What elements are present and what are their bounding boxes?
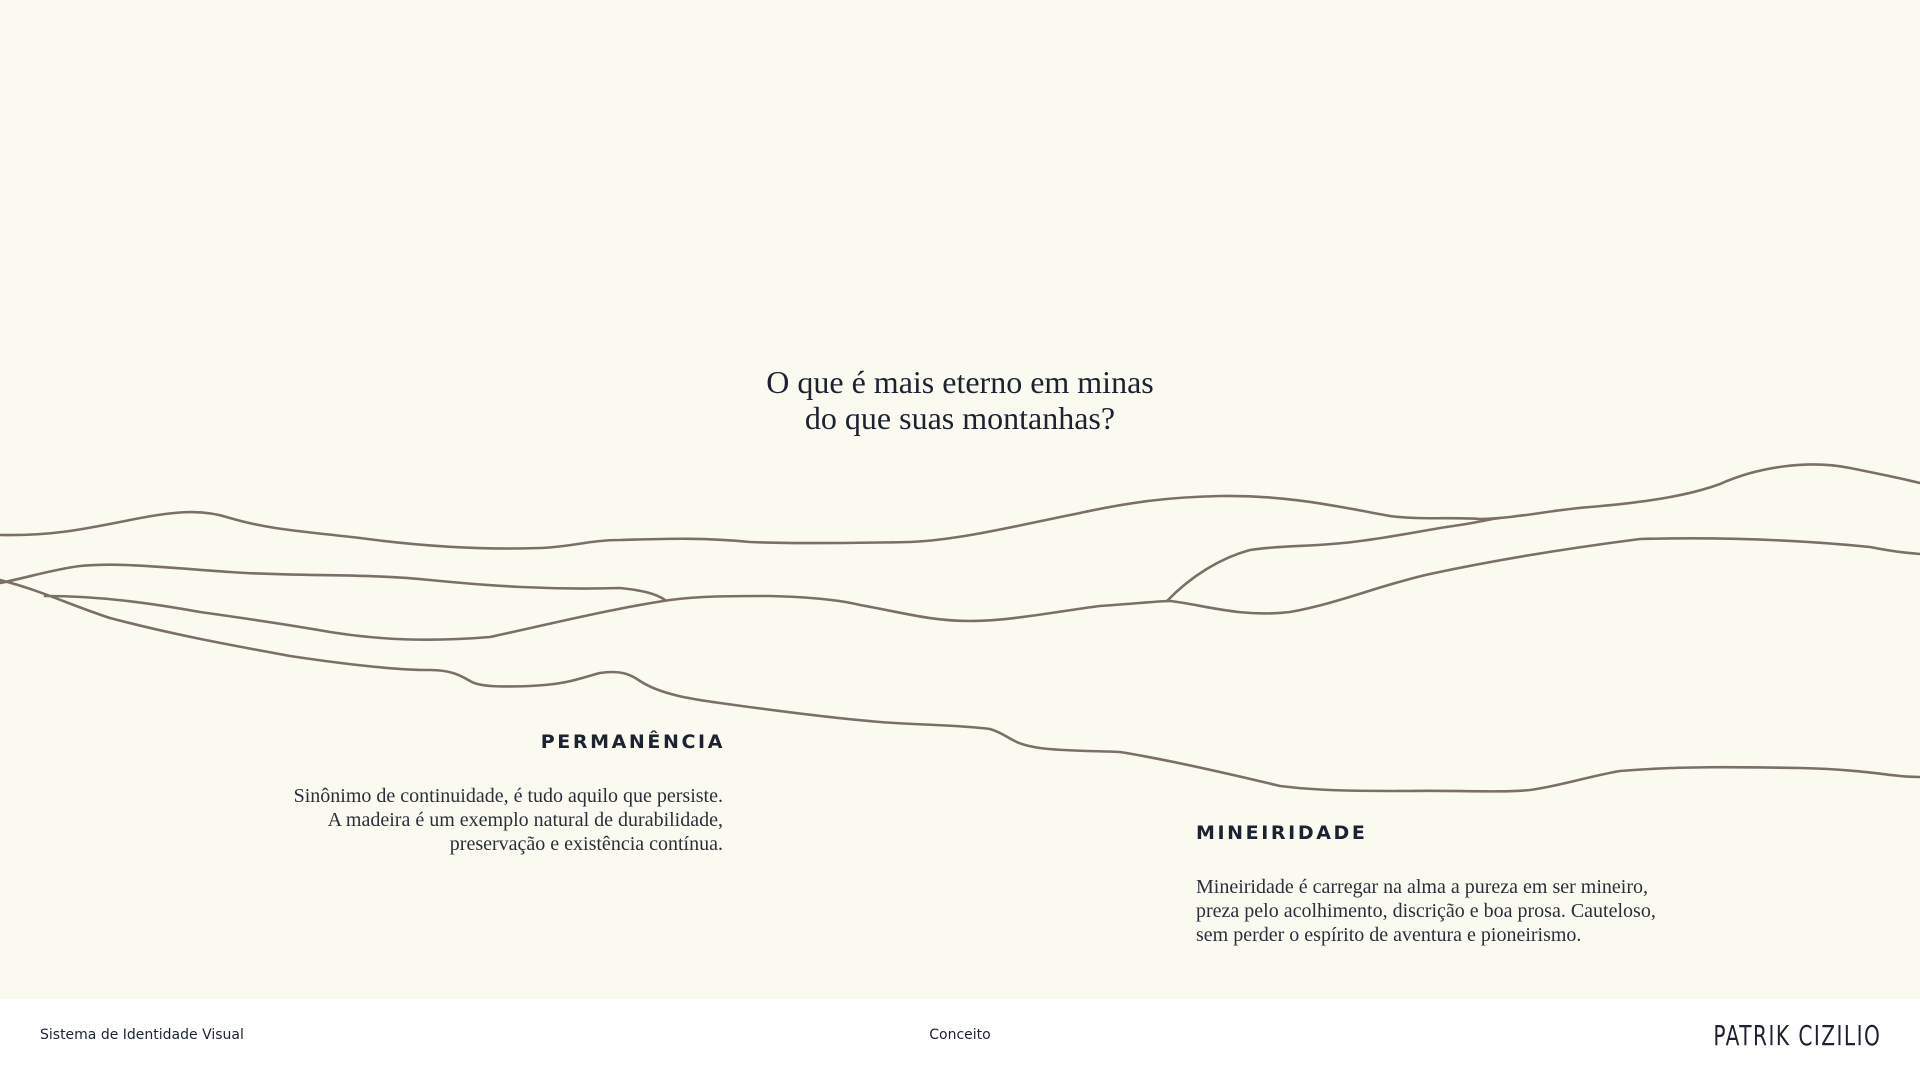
permanencia-line-3: preservação e existência contínua. [449,833,723,855]
ridge-line-5 [1167,518,1500,601]
headline-line-1: O que é mais eterno em minas [766,364,1154,400]
mineiridade-line-3: sem perder o espírito de aventura e pioneirismo. [1196,924,1582,946]
footer-document-title: Sistema de Identidade Visual [40,1027,244,1043]
page-headline [560,364,1360,436]
brand-logo: PATRIK CIZILIO [1713,1019,1881,1052]
permanencia-line-2: A madeira é um exemplo natural de durabilidade, [327,809,723,831]
footer-bar [0,999,1920,1079]
ridge-line-1 [0,465,1920,549]
ridge-line-3 [45,538,1920,639]
section-body-permanencia [294,784,723,856]
ridge-line-4 [0,580,1920,791]
section-body-mineiridade [1196,875,1656,947]
section-title-permanencia: PERMANÊNCIA [540,731,725,753]
section-title-mineiridade: MINEIRIDADE [1196,822,1368,844]
headline-line-2: do que suas montanhas? [804,400,1116,436]
ridge-line-2 [0,565,665,600]
mineiridade-line-1: Mineiridade é carregar na alma a pureza em ser mineiro, [1196,876,1648,898]
footer-section-name: Conceito [929,1027,991,1043]
permanencia-line-1: Sinônimo de continuidade, é tudo aquilo que persiste. [293,785,723,807]
mineiridade-line-2: preza pelo acolhimento, discrição e boa prosa. Cauteloso, [1196,900,1656,922]
